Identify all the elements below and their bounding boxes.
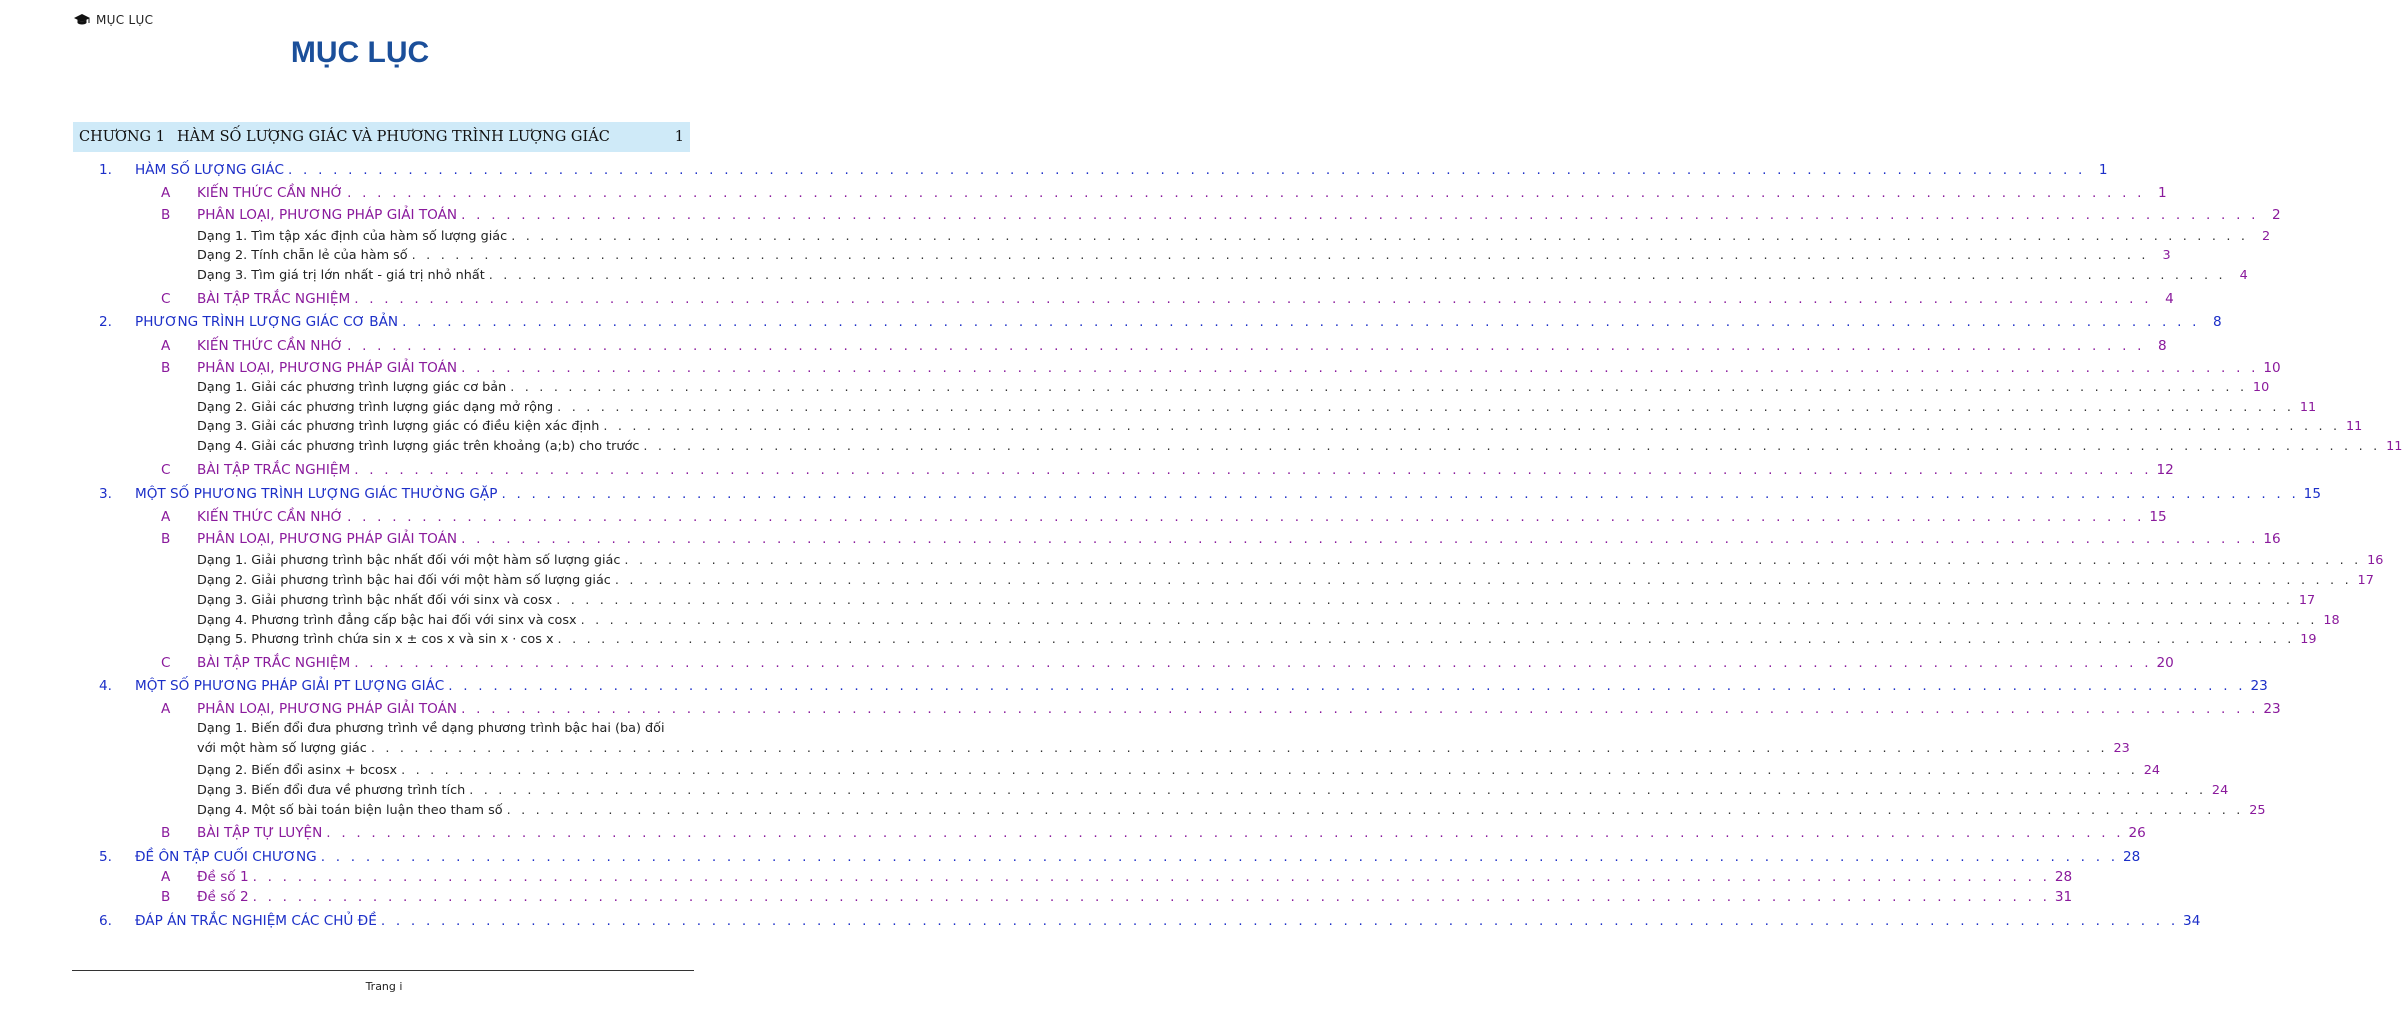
toc-entry[interactable] bbox=[197, 613, 2340, 630]
dot-leader: . . . . . . . . . . . . . . . . . . . . . . . . . . . . . . . . . . . . . . . . . . . . . . . . . . . . . . . . . . . . . . . . . . . . . . . . . . . . . . . . . . . . . . . . . . . . . . . . . . . . . . . . . . . . . . . . . . . . . . . . bbox=[402, 314, 2200, 330]
toc-entry-text: Dạng 2. Giải các phương trình lượng giác dạng mở rộng bbox=[197, 400, 554, 415]
toc-entry-page: 24 bbox=[2211, 783, 2229, 798]
toc-entry-page: 23 bbox=[2113, 741, 2130, 756]
dot-leader: . . . . . . . . . . . . . . . . . . . . . . . . . . . . . . . . . . . . . . . . . . . . . . . . . . . . . . . . . . . . . . . . . . . . . . . . . . . . . . . . . . . . . . . . . . . . . . . . . . . . . . . . . . . . . . . . . . . . . . . . bbox=[347, 509, 2145, 525]
toc-entry[interactable] bbox=[161, 207, 2281, 225]
toc-entry-text: Dạng 2. Biến đổi asinx + bcosx bbox=[197, 763, 398, 778]
dot-leader: . . . . . . . . . . . . . . . . . . . . . . . . . . . . . . . . . . . . . . . . . . . . . . . . . . . . . . . . . . . . . . . . . . . . . . . . . . . . . . . . . . . . . . . . . . . . . . . . . . . . . . . . . . . . . . . . . . . . . . . . bbox=[288, 162, 2086, 178]
toc-entry-text: ĐỀ ÔN TẬP CUỐI CHƯƠNG bbox=[135, 849, 317, 865]
toc-entry-text: PHÂN LOẠI, PHƯƠNG PHÁP GIẢI TOÁN bbox=[197, 360, 458, 376]
toc-entry-text: PHÂN LOẠI, PHƯƠNG PHÁP GIẢI TOÁN bbox=[197, 531, 458, 547]
toc-entry-text: PHÂN LOẠI, PHƯƠNG PHÁP GIẢI TOÁN bbox=[197, 701, 458, 717]
toc-entry-marker: B bbox=[161, 360, 171, 376]
running-header bbox=[74, 13, 153, 27]
toc-entry-page: 2 bbox=[2272, 207, 2281, 223]
dot-leader: . . . . . . . . . . . . . . . . . . . . . . . . . . . . . . . . . . . . . . . . . . . . . . . . . . . . . . . . . . . . . . . . . . . . . . . . . . . . . . . . . . . . . . . . . . . . . . . . . . . . . . . . . . . . . . . . . . . . . . . . bbox=[557, 632, 2295, 647]
dot-leader: . . . . . . . . . . . . . . . . . . . . . . . . . . . . . . . . . . . . . . . . . . . . . . . . . . . . . . . . . . . . . . . . . . . . . . . . . . . . . . . . . . . . . . . . . . . . . . . . . . . . . . . . . . . . . . . . . . . . . . . . bbox=[252, 889, 2051, 905]
toc-entry-page: 23 bbox=[2250, 678, 2268, 694]
toc-entry-text: BÀI TẬP TRẮC NGHIỆM bbox=[197, 462, 351, 478]
toc-entry-marker: 6. bbox=[99, 913, 112, 929]
toc-entry-text: Đề số 1 bbox=[197, 869, 249, 885]
toc-entry-page: 17 bbox=[2298, 593, 2316, 608]
toc-entry-marker: C bbox=[161, 462, 171, 478]
dot-leader: . . . . . . . . . . . . . . . . . . . . . . . . . . . . . . . . . . . . . . . . . . . . . . . . . . . . . . . . . . . . . . . . . . . . . . . . . . . . . . . . . . . . . . . . . . . . . . . . . . . . . . . . . . . . . . . . . . . . . . . . bbox=[370, 741, 2108, 756]
toc-entry[interactable] bbox=[161, 360, 2281, 378]
toc-entry-marker: A bbox=[161, 869, 171, 885]
toc-entry[interactable] bbox=[197, 400, 2317, 417]
toc-entry-page: 18 bbox=[2323, 613, 2340, 628]
toc-entry-text: Dạng 2. Giải phương trình bậc hai đối với một hàm số lượng giác bbox=[197, 573, 611, 588]
toc-entry-marker: 4. bbox=[99, 678, 112, 694]
toc-entry-page: 20 bbox=[2156, 655, 2174, 671]
toc-entry[interactable] bbox=[161, 655, 2174, 673]
toc-entry-marker: 5. bbox=[99, 849, 112, 865]
toc-entry-marker: B bbox=[161, 889, 171, 905]
toc-entry-text: KIẾN THỨC CẦN NHỚ bbox=[197, 338, 344, 354]
dot-leader: . . . . . . . . . . . . . . . . . . . . . . . . . . . . . . . . . . . . . . . . . . . . . . . . . . . . . . . . . . . . . . . . . . . . . . . . . . . . . . . . . . . . . . . . . . . . . . . . . . . . . . . . . . . . . . . . . . . . . . . . bbox=[448, 678, 2246, 694]
toc-entry-page: 8 bbox=[2212, 314, 2222, 330]
toc-entry-page: 4 bbox=[2239, 268, 2248, 283]
toc-entry[interactable] bbox=[197, 248, 2171, 265]
toc-entry-text: Dạng 1. Giải phương trình bậc nhất đối với một hàm số lượng giác bbox=[197, 553, 621, 568]
dot-leader: . . . . . . . . . . . . . . . . . . . . . . . . . . . . . . . . . . . . . . . . . . . . . . . . . . . . . . . . . . . . . . . . . . . . . . . . . . . . . . . . . . . . . . . . . . . . . . . . . . . . . . . . . . . . . . . . . . . . . . . . bbox=[347, 185, 2145, 201]
dot-leader: . . . . . . . . . . . . . . . . . . . . . . . . . . . . . . . . . . . . . . . . . . . . . . . . . . . . . . . . . . . . . . . . . . . . . . . . . . . . . . . . . . . . . . . . . . . . . . . . . . . . . . . . . . . . . . . . . . . . . . . . bbox=[401, 763, 2139, 778]
toc-entry-page: 3 bbox=[2162, 248, 2171, 263]
toc-entry-text: KIẾN THỨC CẦN NHỚ bbox=[197, 185, 344, 201]
dot-leader: . . . . . . . . . . . . . . . . . . . . . . . . . . . . . . . . . . . . . . . . . . . . . . . . . . . . . . . . . . . . . . . . . . . . . . . . . . . . . . . . . . . . . . . . . . . . . . . . . . . . . . . . . . . . . . . . . . . . . . . . bbox=[354, 655, 2152, 671]
toc-entry-text: BÀI TẬP TỰ LUYỆN bbox=[197, 825, 323, 841]
dot-leader: . . . . . . . . . . . . . . . . . . . . . . . . . . . . . . . . . . . . . . . . . . . . . . . . . . . . . . . . . . . . . . . . . . . . . . . . . . . . . . . . . . . . . . . . . . . . . . . . . . . . . . . . . . . . . . . . . . . . . . . . bbox=[511, 229, 2249, 244]
toc-entry-text: Dạng 4. Giải các phương trình lượng giác trên khoảng (a;b) cho trước bbox=[197, 439, 640, 454]
toc-entry-page: 11 bbox=[2346, 419, 2363, 434]
dot-leader: . . . . . . . . . . . . . . . . . . . . . . . . . . . . . . . . . . . . . . . . . . . . . . . . . . . . . . . . . . . . . . . . . . . . . . . . . . . . . . . . . . . . . . . . . . . . . . . . . . . . . . . . . . . . . . . . . . . . . . . . bbox=[580, 613, 2318, 628]
chapter-name: HÀM SỐ LƯỢNG GIÁC VÀ PHƯƠNG TRÌNH LƯỢNG GIÁC bbox=[177, 129, 610, 145]
toc-entry-marker: B bbox=[161, 207, 171, 223]
toc-entry-page: 11 bbox=[2386, 439, 2402, 454]
toc-entry-page: 15 bbox=[2149, 509, 2167, 525]
toc-entry-marker: B bbox=[161, 825, 171, 841]
toc-entry-page: 16 bbox=[2263, 531, 2281, 547]
toc-entry-marker: 2. bbox=[99, 314, 112, 330]
toc-entry-marker: 3. bbox=[99, 486, 112, 502]
dot-leader: . . . . . . . . . . . . . . . . . . . . . . . . . . . . . . . . . . . . . . . . . . . . . . . . . . . . . . . . . . . . . . . . . . . . . . . . . . . . . . . . . . . . . . . . . . . . . . . . . . . . . . . . . . . . . . . . . . . . . . . . bbox=[469, 783, 2207, 798]
dot-leader: . . . . . . . . . . . . . . . . . . . . . . . . . . . . . . . . . . . . . . . . . . . . . . . . . . . . . . . . . . . . . . . . . . . . . . . . . . . . . . . . . . . . . . . . . . . . . . . . . . . . . . . . . . . . . . . . . . . . . . . . bbox=[510, 380, 2248, 395]
toc-entry-marker: C bbox=[161, 655, 171, 671]
dot-leader: . . . . . . . . . . . . . . . . . . . . . . . . . . . . . . . . . . . . . . . . . . . . . . . . . . . . . . . . . . . . . . . . . . . . . . . . . . . . . . . . . . . . . . . . . . . . . . . . . . . . . . . . . . . . . . . . . . . . . . . . bbox=[326, 825, 2124, 841]
toc-entry-page: 10 bbox=[2263, 360, 2281, 376]
toc-entry-text: Dạng 3. Tìm giá trị lớn nhất - giá trị nhỏ nhất bbox=[197, 268, 485, 283]
dot-leader: . . . . . . . . . . . . . . . . . . . . . . . . . . . . . . . . . . . . . . . . . . . . . . . . . . . . . . . . . . . . . . . . . . . . . . . . . . . . . . . . . . . . . . . . . . . . . . . . . . . . . . . . . . . . . . . . . . . . . . . . bbox=[501, 486, 2299, 502]
toc-entry-text: Dạng 1. Giải các phương trình lượng giác cơ bản bbox=[197, 380, 507, 395]
toc-entry-text: ĐÁP ÁN TRẮC NGHIỆM CÁC CHỦ ĐỀ bbox=[135, 913, 377, 929]
toc-entry-page: 24 bbox=[2143, 763, 2161, 778]
toc-entry-text: PHƯƠNG TRÌNH LƯỢNG GIÁC CƠ BẢN bbox=[135, 314, 399, 330]
toc-entry[interactable] bbox=[161, 291, 2174, 309]
header-label: MỤC LỤC bbox=[96, 13, 154, 27]
toc-entry-text: Dạng 3. Biến đổi đưa về phương trình tích bbox=[197, 783, 466, 798]
page-footer: Trang i bbox=[365, 980, 403, 993]
toc-entry[interactable] bbox=[161, 185, 2167, 203]
toc-entry-text: MỘT SỐ PHƯƠNG PHÁP GIẢI PT LƯỢNG GIÁC bbox=[135, 678, 445, 694]
toc-entry-text: BÀI TẬP TRẮC NGHIỆM bbox=[197, 655, 351, 671]
toc-entry-page: 25 bbox=[2249, 803, 2266, 818]
dot-leader: . . . . . . . . . . . . . . . . . . . . . . . . . . . . . . . . . . . . . . . . . . . . . . . . . . . . . . . . . . . . . . . . . . . . . . . . . . . . . . . . . . . . . . . . . . . . . . . . . . . . . . . . . . . . . . . . . . . . . . . . bbox=[354, 462, 2152, 478]
toc-entry-marker: C bbox=[161, 291, 171, 307]
graduation-cap-icon bbox=[74, 14, 90, 26]
toc-entry-page: 28 bbox=[2122, 849, 2141, 865]
dot-leader: . . . . . . . . . . . . . . . . . . . . . . . . . . . . . . . . . . . . . . . . . . . . . . . . . . . . . . . . . . . . . . . . . . . . . . . . . . . . . . . . . . . . . . . . . . . . . . . . . . . . . . . . . . . . . . . . . . . . . . . . bbox=[488, 268, 2226, 283]
toc-entry-text: PHÂN LOẠI, PHƯƠNG PHÁP GIẢI TOÁN bbox=[197, 207, 458, 223]
toc-entry[interactable] bbox=[197, 763, 2161, 780]
toc-entry-text[interactable]: Dạng 1. Biến đổi đưa phương trình về dạng phương trình bậc hai (ba) đối bbox=[197, 721, 665, 736]
page-title: MỤC LỤC bbox=[290, 36, 430, 69]
toc-entry-marker: A bbox=[161, 509, 171, 525]
toc-entry-text: Dạng 3. Giải các phương trình lượng giác có điều kiện xác định bbox=[197, 419, 600, 434]
toc-entry-text: Dạng 2. Tính chẵn lẻ của hàm số bbox=[197, 248, 408, 263]
toc-entry[interactable] bbox=[161, 825, 2146, 843]
toc-entry-marker: A bbox=[161, 701, 171, 717]
toc-entry-marker: B bbox=[161, 531, 171, 547]
toc-entry-page: 8 bbox=[2157, 338, 2167, 354]
chapter-page: 1 bbox=[674, 129, 684, 145]
toc-entry[interactable] bbox=[197, 593, 2316, 610]
toc-entry[interactable] bbox=[197, 741, 2130, 758]
toc-entry[interactable] bbox=[99, 314, 2222, 332]
toc-entry-text: Dạng 1. Tìm tập xác định của hàm số lượng giác bbox=[197, 229, 508, 244]
toc-entry-page: 10 bbox=[2252, 380, 2270, 395]
dot-leader: . . . . . . . . . . . . . . . . . . . . . . . . . . . . . . . . . . . . . . . . . . . . . . . . . . . . . . . . . . . . . . . . . . . . . . . . . . . . . . . . . . . . . . . . . . . . . . . . . . . . . . . . . . . . . . . . . . . . . . . . bbox=[624, 553, 2362, 568]
footer-rule bbox=[72, 970, 694, 971]
toc-entry-text: MỘT SỐ PHƯƠNG TRÌNH LƯỢNG GIÁC THƯỜNG GẶP bbox=[135, 486, 498, 502]
toc-entry[interactable] bbox=[197, 553, 2384, 570]
toc-entry-marker: 1. bbox=[99, 162, 112, 178]
toc-entry-page: 23 bbox=[2263, 701, 2281, 717]
dot-leader: . . . . . . . . . . . . . . . . . . . . . . . . . . . . . . . . . . . . . . . . . . . . . . . . . . . . . . . . . . . . . . . . . . . . . . . . . . . . . . . . . . . . . . . . . . . . . . . . . . . . . . . . . . . . . . . . . . . . . . . . bbox=[461, 531, 2259, 547]
dot-leader: . . . . . . . . . . . . . . . . . . . . . . . . . . . . . . . . . . . . . . . . . . . . . . . . . . . . . . . . . . . . . . . . . . . . . . . . . . . . . . . . . . . . . . . . . . . . . . . . . . . . . . . . . . . . . . . . . . . . . . . . bbox=[320, 849, 2119, 865]
toc-entry[interactable] bbox=[99, 913, 2201, 931]
dot-leader: . . . . . . . . . . . . . . . . . . . . . . . . . . . . . . . . . . . . . . . . . . . . . . . . . . . . . . . . . . . . . . . . . . . . . . . . . . . . . . . . . . . . . . . . . . . . . . . . . . . . . . . . . . . . . . . . . . . . . . . . bbox=[506, 803, 2244, 818]
dot-leader: . . . . . . . . . . . . . . . . . . . . . . . . . . . . . . . . . . . . . . . . . . . . . . . . . . . . . . . . . . . . . . . . . . . . . . . . . . . . . . . . . . . . . . . . . . . . . . . . . . . . . . . . . . . . . . . . . . . . . . . . bbox=[614, 573, 2352, 588]
toc-entry-text: Dạng 4. Phương trình đẳng cấp bậc hai đối với sinx và cosx bbox=[197, 613, 577, 628]
toc-entry[interactable] bbox=[197, 380, 2270, 397]
toc-entry[interactable] bbox=[197, 419, 2363, 436]
toc-entry-page: 1 bbox=[2157, 185, 2167, 201]
toc-entry[interactable] bbox=[161, 889, 2073, 907]
toc-entry-text: HÀM SỐ LƯỢNG GIÁC bbox=[135, 162, 284, 178]
dot-leader: . . . . . . . . . . . . . . . . . . . . . . . . . . . . . . . . . . . . . . . . . . . . . . . . . . . . . . . . . . . . . . . . . . . . . . . . . . . . . . . . . . . . . . . . . . . . . . . . . . . . . . . . . . . . . . . . . . . . . . . . bbox=[411, 248, 2149, 263]
toc-entry-page: 19 bbox=[2300, 632, 2317, 647]
toc-entry[interactable] bbox=[161, 701, 2281, 719]
dot-leader: . . . . . . . . . . . . . . . . . . . . . . . . . . . . . . . . . . . . . . . . . . . . . . . . . . . . . . . . . . . . . . . . . . . . . . . . . . . . . . . . . . . . . . . . . . . . . . . . . . . . . . . . . . . . . . . . . . . . . . . . bbox=[347, 338, 2145, 354]
toc-entry-page: 12 bbox=[2156, 462, 2174, 478]
toc-entry-text: BÀI TẬP TRẮC NGHIỆM bbox=[197, 291, 351, 307]
toc-entry[interactable] bbox=[197, 783, 2229, 800]
toc-entry-page: 1 bbox=[2098, 162, 2108, 178]
toc-entry[interactable] bbox=[197, 632, 2317, 649]
toc-entry-text: với một hàm số lượng giác bbox=[197, 741, 367, 756]
toc-entry[interactable] bbox=[197, 268, 2248, 285]
dot-leader: . . . . . . . . . . . . . . . . . . . . . . . . . . . . . . . . . . . . . . . . . . . . . . . . . . . . . . . . . . . . . . . . . . . . . . . . . . . . . . . . . . . . . . . . . . . . . . . . . . . . . . . . . . . . . . . . . . . . . . . . bbox=[557, 400, 2295, 415]
toc-entry[interactable] bbox=[197, 439, 2402, 456]
toc-entry[interactable] bbox=[161, 509, 2167, 527]
dot-leader: . . . . . . . . . . . . . . . . . . . . . . . . . . . . . . . . . . . . . . . . . . . . . . . . . . . . . . . . . . . . . . . . . . . . . . . . . . . . . . . . . . . . . . . . . . . . . . . . . . . . . . . . . . . . . . . . . . . . . . . . bbox=[252, 869, 2051, 885]
toc-entry-page: 2 bbox=[2262, 229, 2271, 244]
dot-leader: . . . . . . . . . . . . . . . . . . . . . . . . . . . . . . . . . . . . . . . . . . . . . . . . . . . . . . . . . . . . . . . . . . . . . . . . . . . . . . . . . . . . . . . . . . . . . . . . . . . . . . . . . . . . . . . . . . . . . . . . bbox=[603, 419, 2341, 434]
toc-entry[interactable] bbox=[197, 573, 2374, 590]
toc-entry[interactable] bbox=[197, 229, 2271, 246]
dot-leader: . . . . . . . . . . . . . . . . . . . . . . . . . . . . . . . . . . . . . . . . . . . . . . . . . . . . . . . . . . . . . . . . . . . . . . . . . . . . . . . . . . . . . . . . . . . . . . . . . . . . . . . . . . . . . . . . . . . . . . . . bbox=[461, 701, 2259, 717]
dot-leader: . . . . . . . . . . . . . . . . . . . . . . . . . . . . . . . . . . . . . . . . . . . . . . . . . . . . . . . . . . . . . . . . . . . . . . . . . . . . . . . . . . . . . . . . . . . . . . . . . . . . . . . . . . . . . . . . . . . . . . . . bbox=[461, 207, 2259, 223]
toc-entry[interactable] bbox=[99, 678, 2268, 696]
toc-entry-page: 15 bbox=[2303, 486, 2321, 502]
toc-entry-text: Dạng 3. Giải phương trình bậc nhất đối với sinx và cosx bbox=[197, 593, 553, 608]
toc-entry[interactable] bbox=[99, 486, 2321, 504]
chapter-heading[interactable] bbox=[73, 122, 690, 152]
dot-leader: . . . . . . . . . . . . . . . . . . . . . . . . . . . . . . . . . . . . . . . . . . . . . . . . . . . . . . . . . . . . . . . . . . . . . . . . . . . . . . . . . . . . . . . . . . . . . . . . . . . . . . . . . . . . . . . . . . . . . . . . bbox=[461, 360, 2259, 376]
toc-entry-text: Đề số 2 bbox=[197, 889, 249, 905]
toc-entry-text: Dạng 5. Phương trình chứa sin x ± cos x và sin x · cos x bbox=[197, 632, 554, 647]
toc-entry[interactable] bbox=[161, 462, 2174, 480]
toc-entry-page: 34 bbox=[2183, 913, 2201, 929]
dot-leader: . . . . . . . . . . . . . . . . . . . . . . . . . . . . . . . . . . . . . . . . . . . . . . . . . . . . . . . . . . . . . . . . . . . . . . . . . . . . . . . . . . . . . . . . . . . . . . . . . . . . . . . . . . . . . . . . . . . . . . . . bbox=[643, 439, 2381, 454]
toc-entry-page: 16 bbox=[2367, 553, 2384, 568]
toc-entry-page: 28 bbox=[2054, 869, 2073, 885]
dot-leader: . . . . . . . . . . . . . . . . . . . . . . . . . . . . . . . . . . . . . . . . . . . . . . . . . . . . . . . . . . . . . . . . . . . . . . . . . . . . . . . . . . . . . . . . . . . . . . . . . . . . . . . . . . . . . . . . . . . . . . . . bbox=[354, 291, 2152, 307]
toc-entry[interactable] bbox=[197, 803, 2266, 820]
toc-entry-text: KIẾN THỨC CẦN NHỚ bbox=[197, 509, 344, 525]
toc-entry[interactable] bbox=[161, 338, 2167, 356]
toc-entry[interactable] bbox=[99, 162, 2108, 180]
toc-entry[interactable] bbox=[99, 849, 2141, 867]
dot-leader: . . . . . . . . . . . . . . . . . . . . . . . . . . . . . . . . . . . . . . . . . . . . . . . . . . . . . . . . . . . . . . . . . . . . . . . . . . . . . . . . . . . . . . . . . . . . . . . . . . . . . . . . . . . . . . . . . . . . . . . . bbox=[556, 593, 2294, 608]
toc-entry-page: 4 bbox=[2165, 291, 2174, 307]
dot-leader: . . . . . . . . . . . . . . . . . . . . . . . . . . . . . . . . . . . . . . . . . . . . . . . . . . . . . . . . . . . . . . . . . . . . . . . . . . . . . . . . . . . . . . . . . . . . . . . . . . . . . . . . . . . . . . . . . . . . . . . . bbox=[380, 913, 2179, 929]
toc-entry-text: Dạng 4. Một số bài toán biện luận theo tham số bbox=[197, 803, 503, 818]
toc-entry-page: 26 bbox=[2128, 825, 2146, 841]
toc-entry-page: 31 bbox=[2054, 889, 2073, 905]
toc-entry-marker: A bbox=[161, 338, 171, 354]
toc-entry-page: 11 bbox=[2299, 400, 2317, 415]
chapter-number: CHƯƠNG 1 bbox=[79, 129, 165, 145]
toc-entry-page: 17 bbox=[2357, 573, 2374, 588]
toc-entry-marker: A bbox=[161, 185, 171, 201]
toc-entry[interactable] bbox=[161, 869, 2073, 887]
toc-entry[interactable] bbox=[161, 531, 2281, 549]
